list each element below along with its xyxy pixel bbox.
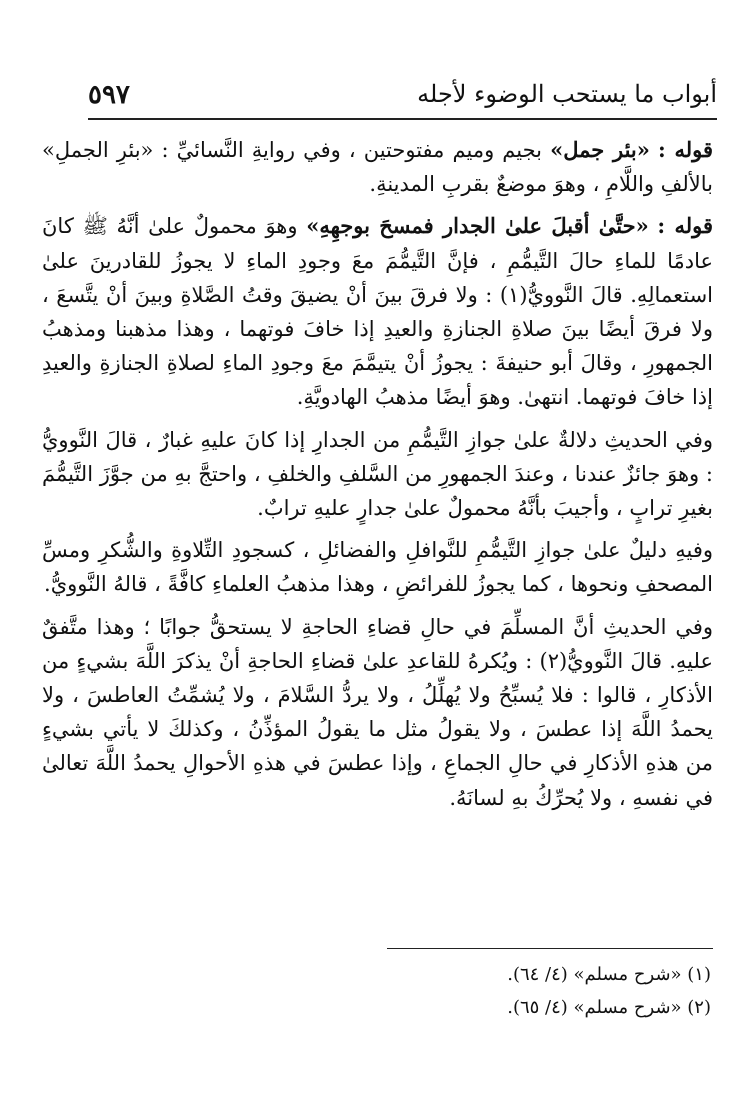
paragraph-text: وفيهِ دليلٌ علىٰ جوازِ التَّيمُّمِ للنَّوافلِ والفضائلِ ، كسجودِ التِّلاوةِ والشُّكرِ ومسِّ المصحفِ ونحوها ، كما يجوزُ للفرائضِ ، وهذا مذهبُ العلماءِ كافَّةً ، قالهُ النَّوويُّ. xyxy=(42,538,713,597)
paragraph xyxy=(42,610,713,815)
lead-word: قوله : xyxy=(657,213,713,239)
paragraph-text: وهوَ محمولٌ علىٰ أنَّهُ ﷺ كانَ عادمًا للماءِ حالَ التَّيمُّمِ ، فإنَّ التَّيمُّمَ معَ وجودِ الماءِ لا يجوزُ للقادرينَ علىٰ استعمالِهِ. قالَ النَّوويُّ(١) : ولا فرقَ بينَ أنْ يضيقَ وقتُ الصَّلاةِ وبينَ أنْ يتَّسعَ ، ولا فرقَ أيضًا بينَ صلاةِ الجنازةِ والعيدِ إذا خافَ فوتهما ، وهذا مذهبنا ومذهبُ الجمهورِ ، وقالَ أبو حنيفةَ : يجوزُ أنْ يتيمَّمَ معَ وجودِ الماءِ لصلاةِ الجنازةِ والعيدِ إذا خافَ فوتهما. انتهىٰ. وهوَ أيضًا مذهبُ الهادويَّةِ. xyxy=(42,214,713,410)
footnotes xyxy=(507,958,711,1024)
running-title: أبواب ما يستحب الوضوء لأجله xyxy=(417,80,717,108)
page-number: ٥٩٧ xyxy=(88,80,130,110)
hadith-quote: «بئر جمل» xyxy=(550,137,650,162)
footnote-divider xyxy=(387,948,713,949)
paragraph xyxy=(42,133,713,201)
footnote: (٢) «شرح مسلم» (٤/ ٦٥). xyxy=(507,997,711,1018)
main-text xyxy=(42,133,713,815)
hadith-quote: «حتَّىٰ أقبلَ علىٰ الجدار فمسحَ بوجهِهِ» xyxy=(306,213,649,239)
footnote: (١) «شرح مسلم» (٤/ ٦٤). xyxy=(507,964,711,985)
paragraph-text: بجيم وميم مفتوحتين ، وفي روايةِ النَّسائيِّ : «بئرِ الجملِ» بالألفِ واللَّامِ ، وهوَ موضعٌ بقربِ المدينةِ. xyxy=(42,138,713,197)
paragraph xyxy=(42,533,713,601)
paragraph-text: وفي الحديثِ دلالةٌ علىٰ جوازِ التَّيمُّمِ من الجدارِ إذا كانَ عليهِ غبارٌ ، قالَ النَّوويُّ : وهوَ جائزٌ عندنا ، وعندَ الجمهورِ من السَّلفِ والخلفِ ، واحتجَّ بهِ من جوَّزَ التَّيمُّمَ بغيرِ ترابٍ ، وأجيبَ بأنَّهُ محمولٌ علىٰ جدارٍ عليهِ ترابٌ. xyxy=(42,427,713,521)
paragraph xyxy=(42,209,713,414)
page-header xyxy=(88,74,717,120)
paragraph-text: وفي الحديثِ أنَّ المسلِّمَ في حالِ قضاءِ الحاجةِ لا يستحقُّ جوابًا ؛ وهذا متَّفقٌ عليهِ. قالَ النَّوويُّ(٢) : ويُكرهُ للقاعدِ علىٰ قضاءِ الحاجةِ أنْ يذكرَ اللَّهَ بشيءٍ من الأذكارِ ، قالوا : فلا يُسبِّحُ ولا يُهلِّلُ ، ولا يردُّ السَّلامَ ، ولا يُشمِّتُ العاطسَ ، ولا يحمدُ اللَّهَ إذا عطسَ ، ولا يقولُ مثل ما يقولُ المؤذِّنُ ، وكذلكَ لا يأتي بشيءٍ من هذهِ الأذكارِ في حالِ الجماعِ ، وإذا عطسَ في هذهِ الأحوالِ يحمدُ اللَّهَ تعالىٰ في نفسهِ ، ولا يُحرِّكُ بهِ لسانَهُ. xyxy=(42,614,713,810)
paragraph xyxy=(42,423,713,526)
lead-word: قوله : xyxy=(657,137,714,162)
